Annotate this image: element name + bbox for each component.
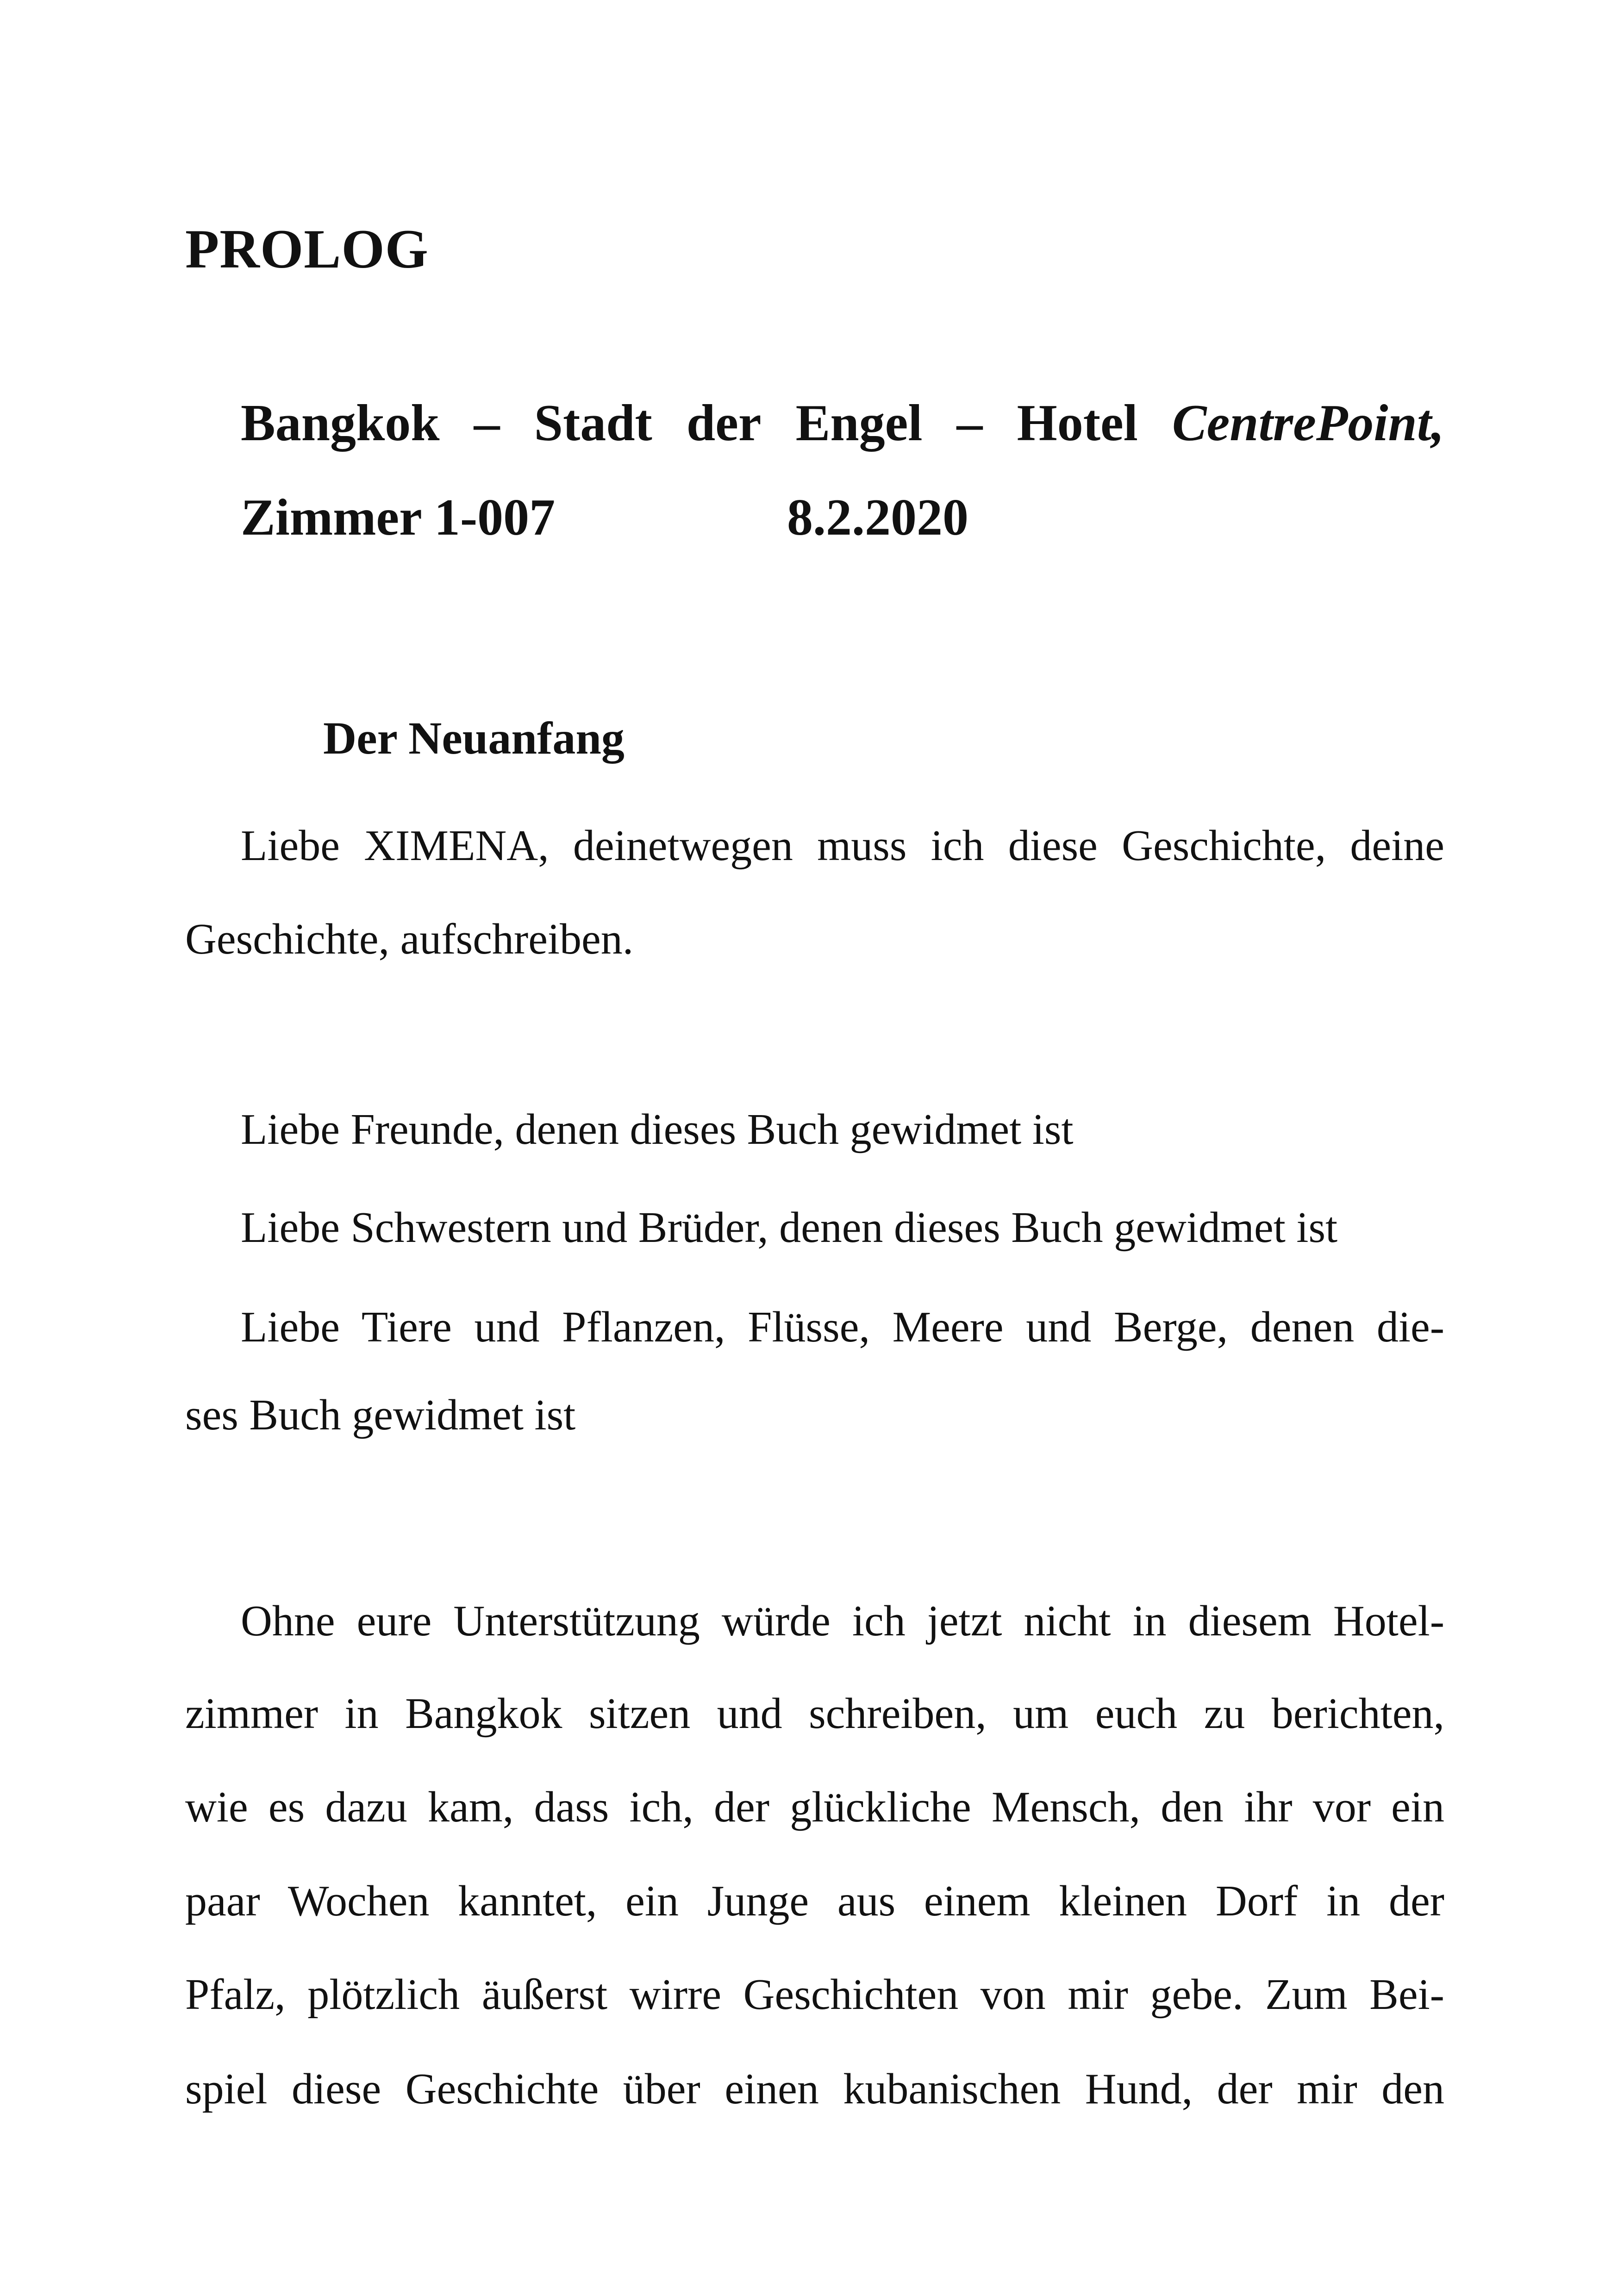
dedication-line: Liebe Tiere und Pflanzen, Flüsse, Meere und Berge, denen die- [241, 1303, 1444, 1351]
location-heading [241, 394, 1444, 452]
para2-line: wie es dazu kam, dass ich, der glückliche Mensch, den ihr vor ein [185, 1783, 1444, 1831]
para1-line: Geschichte, aufschreiben. [185, 915, 634, 963]
para2-line: spiel diese Geschichte über einen kubanischen Hund, der mir den [185, 2065, 1444, 2113]
heading-word: Bangkok [241, 394, 440, 452]
hotel-name: CentrePoint, [1172, 394, 1444, 452]
room-date-heading [241, 489, 1444, 546]
dedication-line: ses Buch gewidmet ist [185, 1391, 576, 1439]
heading-word: Engel [795, 394, 923, 452]
dedication-line: Liebe Freunde, denen dieses Buch gewidmet ist [241, 1105, 1074, 1154]
para1-line: Liebe XIMENA, deinetwegen muss ich diese Geschichte, deine [241, 822, 1444, 870]
room-number: Zimmer 1-007 [241, 489, 556, 546]
heading-word: Stadt [534, 394, 652, 452]
heading-date: 8.2.2020 [787, 489, 968, 546]
heading-dash: – [474, 394, 500, 452]
dedication-line: Liebe Schwestern und Brüder, denen dieses Buch gewidmet ist [241, 1204, 1338, 1252]
section-title: Der Neuanfang [323, 712, 625, 764]
heading-word: Hotel [1017, 394, 1138, 452]
para2-line: Pfalz, plötzlich äußerst wirre Geschichten von mir gebe. Zum Bei- [185, 1971, 1444, 2019]
para2-line: Ohne eure Unterstützung würde ich jetzt nicht in diesem Hotel- [241, 1597, 1444, 1645]
heading-dash: – [956, 394, 983, 452]
para2-line: paar Wochen kanntet, ein Junge aus einem kleinen Dorf in der [185, 1877, 1444, 1925]
chapter-title: PROLOG [185, 218, 429, 280]
heading-word: der [686, 394, 762, 452]
para2-line: zimmer in Bangkok sitzen und schreiben, um euch zu berichten, [185, 1690, 1444, 1738]
